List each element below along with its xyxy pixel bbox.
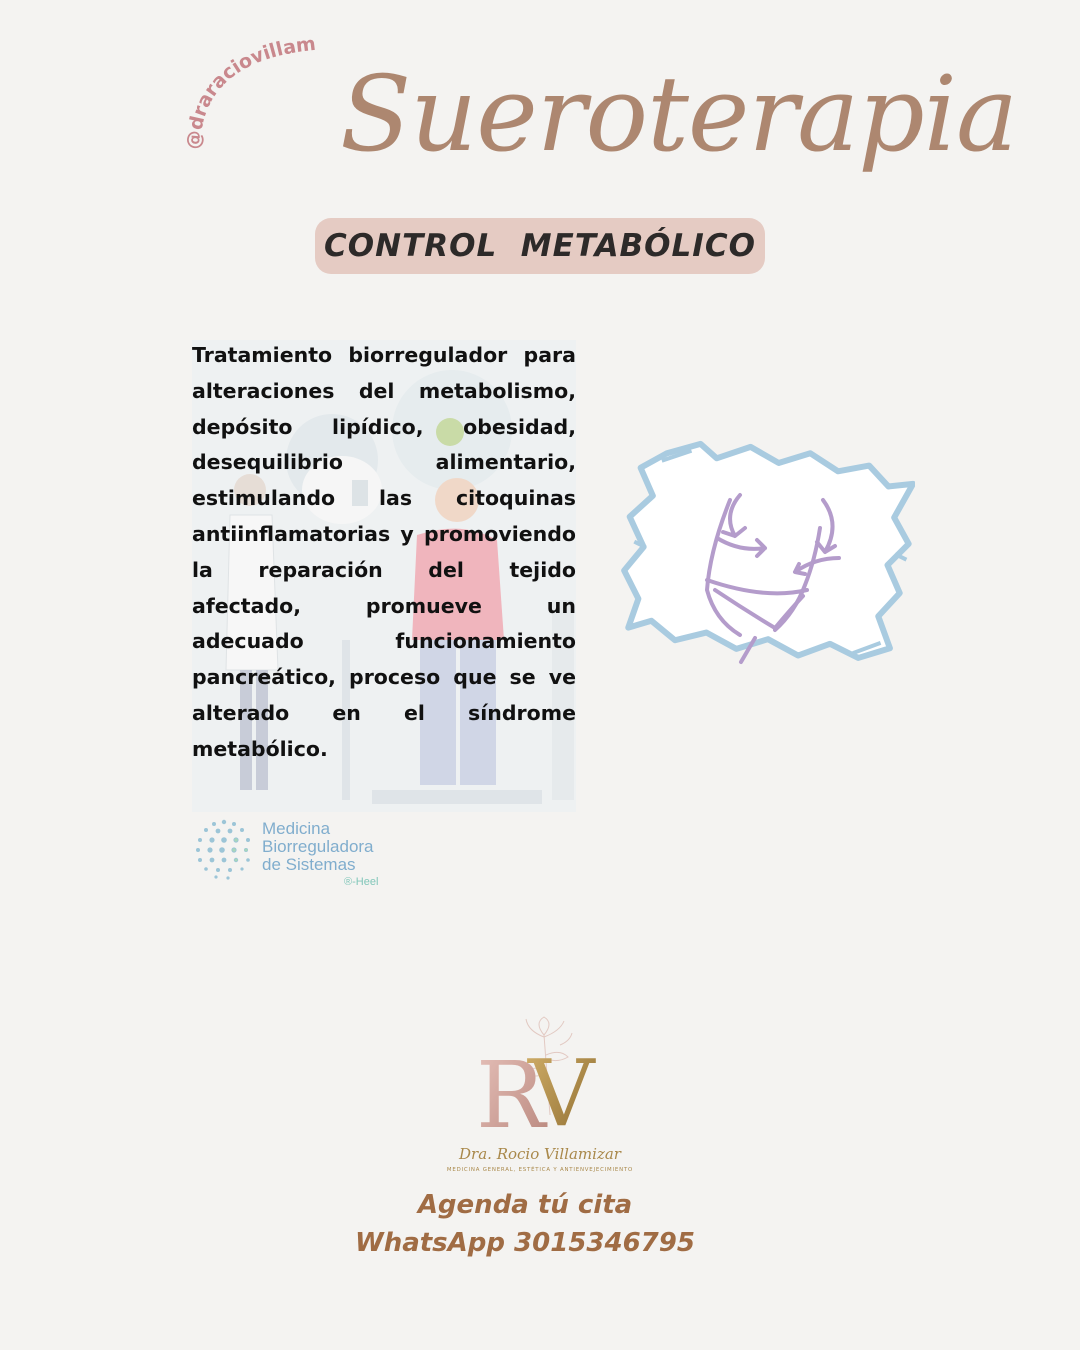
cta-schedule: Agenda tú cita [417, 1190, 633, 1220]
instagram-handle [163, 3, 340, 170]
partner-logo-line3: de Sistemas [262, 855, 356, 874]
page-title-text: Sueroterapia [340, 53, 1017, 175]
svg-text:@draraciovillamizar [164, 3, 317, 150]
waist-illustration [615, 440, 915, 680]
brand-monogram-r: R [476, 1042, 546, 1149]
brand-tagline: MEDICINA GENERAL, ESTÉTICA Y ANTIENVEJECIMIENTO [446, 1167, 634, 1173]
partner-logo-mark [192, 814, 256, 884]
waist-drawing-icon [615, 440, 915, 680]
brand-monogram-v: V [528, 1040, 595, 1147]
partner-logo-line1: Medicina [262, 819, 331, 838]
partner-logo-line2: Biorreguladora [262, 837, 374, 856]
brand-logo [440, 1015, 640, 1180]
cta-whatsapp[interactable]: WhatsApp 3015346795 [355, 1228, 695, 1258]
treatment-description: Tratamiento biorregulador para alteraciones del metabolismo, depósito lipídico, obesidad, desequilibrio alimentario, estimulando las citoquinas antiinflamatorias y promoviendo la reparación del tejido afectado, promueve un adecuado funcionamiento pancreático, proceso que se ve alterado en el síndrome metabólico. [192, 343, 576, 761]
page-title [330, 20, 1017, 200]
partner-logo [192, 814, 422, 892]
partner-logo-mark-text: ®-Heel [344, 876, 379, 888]
section-badge [315, 218, 765, 274]
instagram-handle-text: @draraciovillamizar [163, 3, 317, 151]
brand-name: Dra. Rocio Villamizar [459, 1145, 621, 1163]
section-badge-label: CONTROL METABÓLICO [324, 228, 756, 264]
